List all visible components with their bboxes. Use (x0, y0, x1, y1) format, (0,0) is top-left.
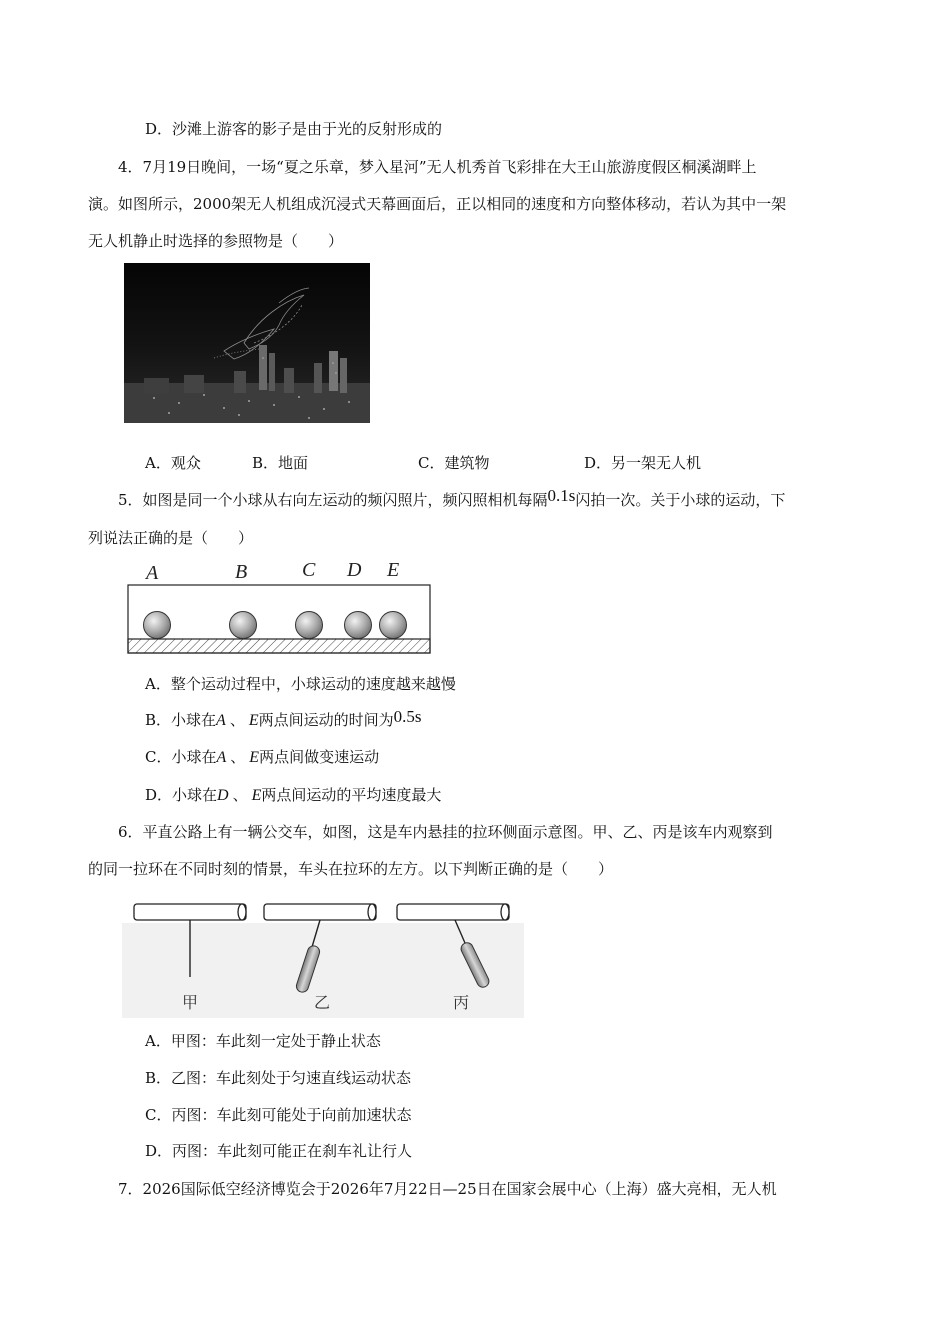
caption-yi: 乙 (314, 993, 331, 1012)
q6-option-d: D．丙图：车此刻可能正在刹车礼让行人 (145, 1142, 413, 1160)
label-d: D (347, 559, 362, 581)
caption-jia: 甲 (182, 993, 199, 1012)
label-b: B (235, 561, 248, 583)
q6-option-c: C．丙图：车此刻可能处于向前加速状态 (145, 1106, 412, 1124)
ball-b (230, 612, 257, 639)
q5-option-c-sep: 、 (230, 748, 246, 766)
q5-option-b-pre: B．小球在 (145, 711, 217, 729)
q7-stem-line-1: 7．2026国际低空经济博览会于2026年7月22日—25日在国家会展中心（上海）盛大亮相，无人机 (118, 1180, 777, 1198)
q5-option-d-pre: D．小球在 (145, 786, 218, 804)
label-a: A (146, 562, 159, 584)
q5-option-d-point-1: D (217, 787, 229, 804)
q6-option-b: B．乙图：车此刻处于匀速直线运动状态 (145, 1069, 412, 1087)
q4-option-d: D．另一架无人机 (584, 454, 702, 472)
q5-option-b-post: 两点间运动的时间为 (258, 711, 394, 729)
q5-option-d-point-2: E (251, 787, 262, 804)
q4-option-c: C．建筑物 (418, 454, 490, 472)
ground-hatching (128, 639, 430, 653)
ball-e (380, 612, 407, 639)
ball-c (296, 612, 323, 639)
q4-option-a: A．观众 (145, 454, 201, 472)
q5-option-d (145, 784, 441, 807)
drone-show-photo (124, 263, 370, 423)
q4-stem-line-1: 4．7月19日晚间，一场“夏之乐章，梦入星河”无人机秀首飞彩排在大王山旅游度假区桐溪湖畔上 (118, 158, 757, 176)
q4-option-b: B．地面 (252, 454, 309, 472)
q6-option-a: A．甲图：车此刻一定处于静止状态 (145, 1032, 381, 1050)
strobe-ball-diagram (120, 558, 440, 658)
q5-option-c-point-2: E (249, 749, 260, 766)
q4-stem-line-2: 演。如图所示，2000架无人机组成沉浸式天幕画面后，正以相同的速度和方向整体移动，若认为其中一架 (88, 195, 787, 213)
q5-option-b-sep: 、 (229, 711, 245, 729)
q6-stem-line-2: 的同一拉环在不同时刻的情景，车头在拉环的左方。以下判断正确的是（ ） (88, 860, 614, 878)
q5-option-a: A．整个运动过程中，小球运动的速度越来越慢 (145, 675, 456, 693)
q5-option-c-pre: C．小球在 (145, 748, 217, 766)
q5-option-d-post: 两点间运动的平均速度最大 (261, 786, 442, 804)
label-c: C (302, 559, 316, 581)
q5-stem-line-1 (118, 486, 786, 511)
q5-option-b (145, 709, 422, 732)
q5-option-d-sep: 、 (232, 786, 248, 804)
q5-option-c (145, 746, 379, 769)
q5-option-c-post: 两点间做变速运动 (259, 748, 380, 766)
q5-option-c-point-1: A (216, 749, 227, 766)
ball-a (144, 612, 171, 639)
q5-stem-line-2: 列说法正确的是（ ） (88, 529, 254, 547)
q5-interval-value: 0.1s (547, 486, 576, 505)
q6-stem-line-1: 6．平直公路上有一辆公交车，如图，这是车内悬挂的拉环侧面示意图。甲、乙、丙是该车内观察到 (118, 823, 773, 841)
q5-option-b-value: 0.5s (393, 707, 422, 726)
q5-stem-part-2: 闪拍一次。关于小球的运动，下 (575, 491, 786, 509)
label-e: E (387, 559, 400, 581)
q3-option-d: D．沙滩上游客的影子是由于光的反射形成的 (145, 120, 443, 138)
q5-stem-part-1: 5．如图是同一个小球从右向左运动的频闪照片，频闪照相机每隔 (118, 491, 548, 509)
caption-bing: 丙 (453, 993, 470, 1012)
hand-strap-diagram (122, 895, 524, 1020)
q4-stem-line-3: 无人机静止时选择的参照物是（ ） (88, 232, 344, 250)
q5-option-b-point-2: E (248, 712, 259, 729)
ball-d (345, 612, 372, 639)
q5-option-b-point-1: A (216, 712, 226, 729)
